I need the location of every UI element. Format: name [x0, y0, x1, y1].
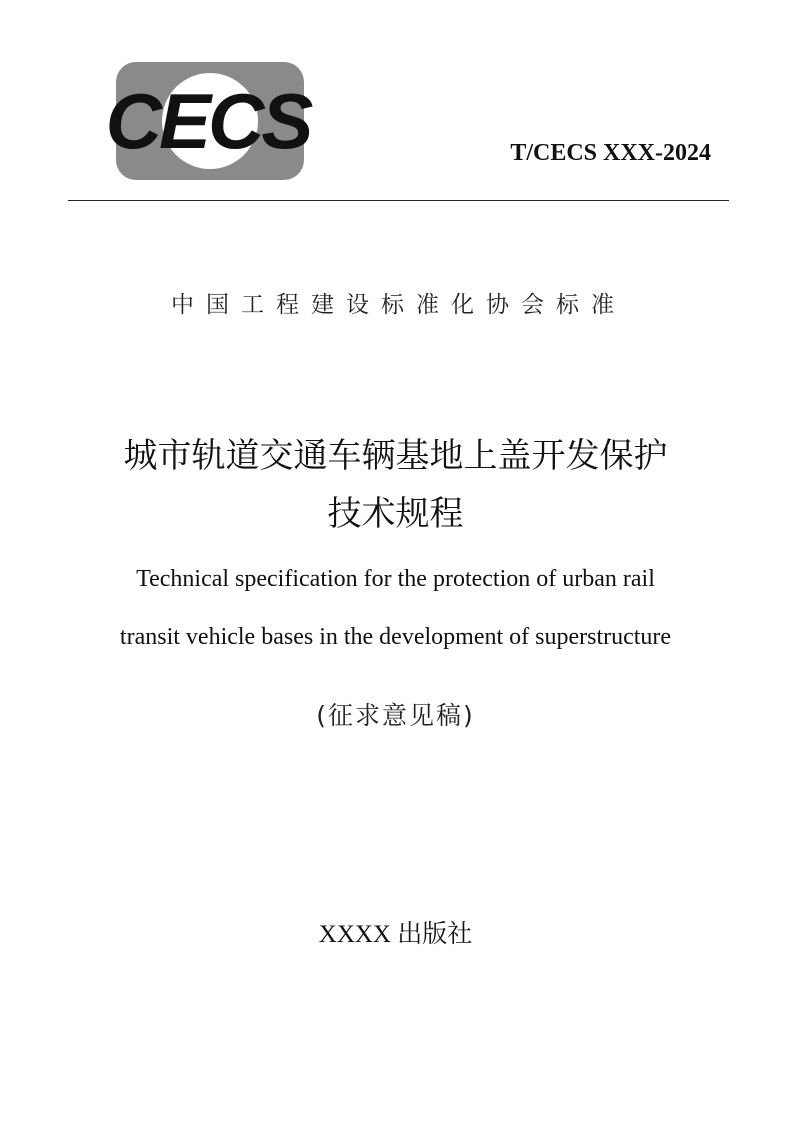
standard-number: T/CECS XXX-2024 [510, 140, 711, 166]
title-cn-line2: 技术规程 [327, 494, 464, 534]
publisher: XXXX 出版社 [318, 921, 473, 948]
title-cn-line1: 城市轨道交通车辆基地上盖开发保护 [123, 436, 668, 476]
header-divider [68, 200, 729, 201]
association-name: 中国工程建设标准化协会标准 [171, 292, 626, 318]
draft-status: (征求意见稿) [316, 701, 475, 730]
cecs-logo-graphic [92, 60, 324, 182]
title-en-line2: transit vehicle bases in the development of superstructure [119, 624, 672, 650]
cecs-logo [92, 60, 324, 182]
title-en-line1: Technical specification for the protection of urban rail [136, 566, 655, 592]
logo-text: CECS [105, 77, 311, 165]
